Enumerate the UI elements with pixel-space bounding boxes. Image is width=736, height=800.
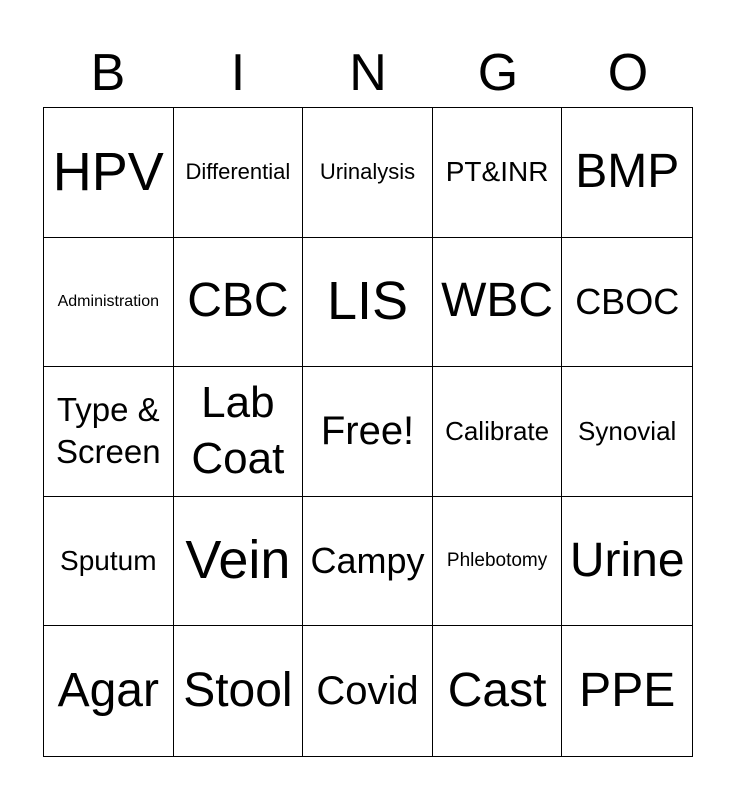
bingo-cell[interactable]: WBC [433,238,563,368]
header-letter-g: G [477,44,519,102]
bingo-cell[interactable]: Administration [44,238,174,368]
bingo-cell[interactable]: PPE [579,663,676,717]
bingo-board [43,107,693,757]
header-letter-o: O [607,44,649,102]
bingo-header [43,40,693,106]
bingo-cell[interactable]: Sputum [44,497,174,627]
bingo-cell[interactable]: LIS [303,238,433,368]
bingo-cell[interactable]: Calibrate [433,367,563,497]
bingo-cell[interactable]: Campy [303,497,433,627]
bingo-cell[interactable]: Free! [303,367,433,497]
header-letter-n: N [349,44,387,102]
bingo-cell[interactable]: Lab Coat [174,367,304,497]
bingo-cell[interactable]: Agar [44,626,174,756]
bingo-cell[interactable]: BMP [562,108,692,238]
bingo-cell[interactable]: Synovial [562,367,692,497]
bingo-cell[interactable]: Type & Screen [44,367,174,497]
header-letter-i: I [230,44,246,102]
bingo-cell[interactable]: PT&INR [433,108,563,238]
header-letter-b: B [90,44,126,102]
bingo-cell[interactable]: Urine [562,497,692,627]
bingo-cell[interactable]: Stool [174,626,304,756]
bingo-cell[interactable]: Phlebotomy [433,497,563,627]
bingo-cell[interactable]: Covid [303,626,433,756]
bingo-cell[interactable]: Differential [174,108,304,238]
bingo-cell[interactable]: CBC [174,238,304,368]
bingo-cell[interactable]: Urinalysis [303,108,433,238]
bingo-cell[interactable]: HPV [44,108,174,238]
bingo-cell[interactable]: Vein [174,497,304,627]
bingo-cell[interactable]: Cast [433,626,563,756]
bingo-cell[interactable]: CBOC [562,238,692,368]
